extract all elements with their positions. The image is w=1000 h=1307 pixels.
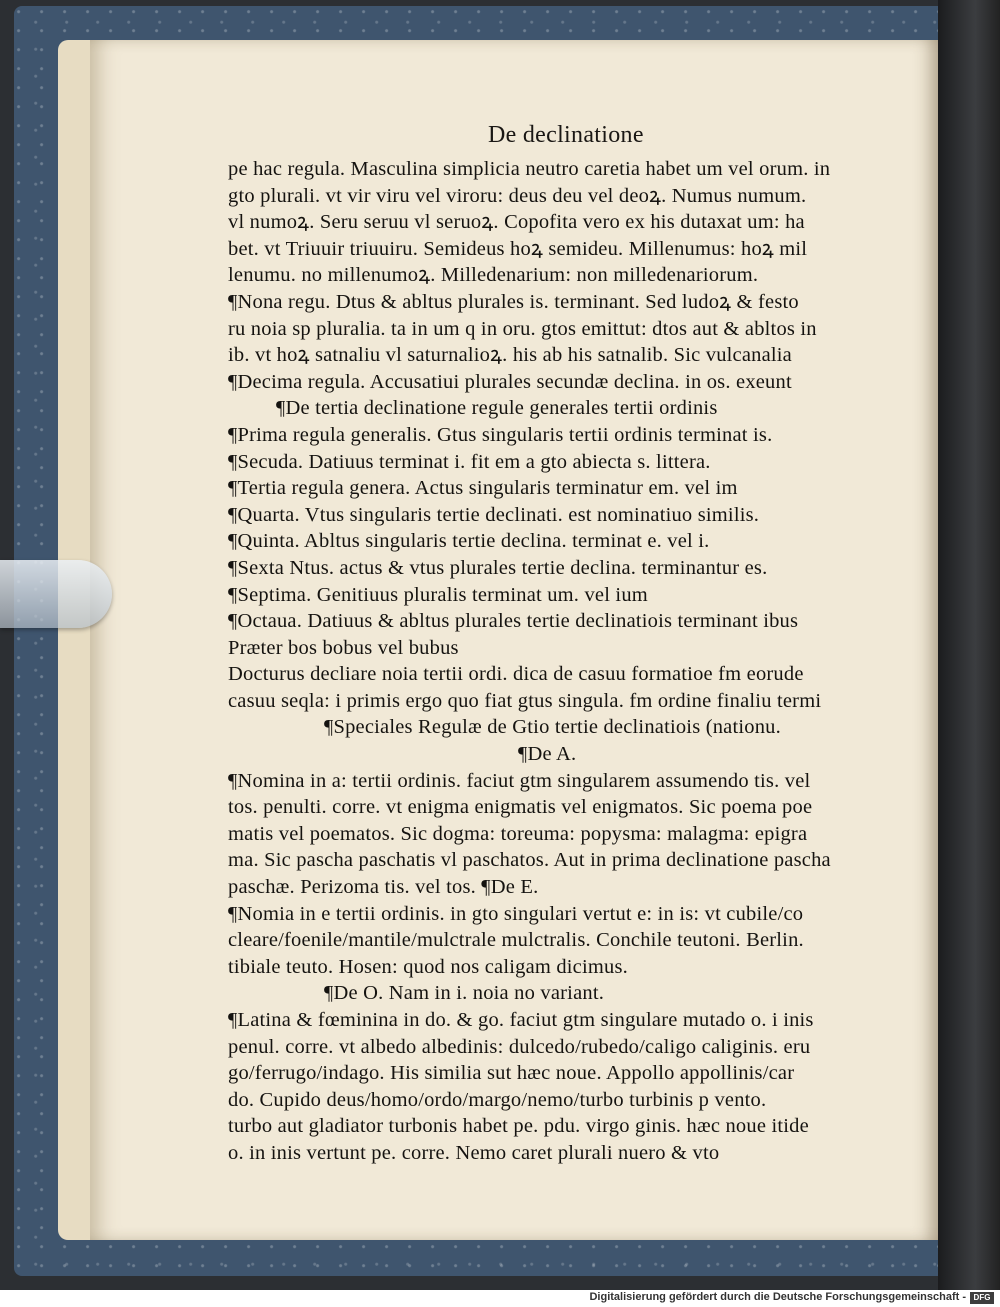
text-line: ¶De A. bbox=[518, 743, 577, 766]
text-line: ¶Quinta. Abltus singularis tertie declina. terminat e. vel i. bbox=[228, 530, 710, 553]
text-line: paschæ. Perizoma tis. vel tos. ¶De E. bbox=[228, 876, 539, 899]
text-line: ¶De O. Nam in i. noia no variant. bbox=[324, 982, 605, 1005]
text-line: turbo aut gladiator turbonis habet pe. pdu. virgo ginis. hæc noue itide bbox=[228, 1115, 809, 1138]
text-line: gto plurali. vt vir viru vel viroru: deus deu vel deoꝝ. Numus numum. bbox=[228, 184, 807, 207]
book-spine bbox=[938, 0, 1000, 1290]
page-text bbox=[228, 156, 896, 1167]
text-line: ib. vt hoꝝ satnaliu vl saturnalioꝝ. his ab his satnalib. Sic vulcanalia bbox=[228, 344, 792, 367]
dfg-logo: DFG bbox=[970, 1292, 994, 1304]
text-line: ¶Nona regu. Dtus & abltus plurales is. terminant. Sed ludoꝝ & festo bbox=[228, 290, 799, 313]
text-line: ¶Decima regula. Accusatiui plurales secundæ declina. in os. exeunt bbox=[228, 370, 792, 393]
text-line: vl numoꝝ. Seru seruu vl seruoꝝ. Copofita vero ex his dutaxat um: ha bbox=[228, 211, 805, 234]
text-line: go/ferrugo/indago. His similia sut hæc noue. Appollo appollinis/car bbox=[228, 1062, 795, 1085]
page-clip bbox=[0, 560, 112, 628]
text-line: pe hac regula. Masculina simplicia neutro caretia habet um vel orum. in bbox=[228, 158, 831, 180]
text-line: tos. penulti. corre. vt enigma enigmatis vel enigmatos. Sic poema poe bbox=[228, 796, 813, 819]
footer-credit: Digitalisierung gefördert durch die Deutsche Forschungsgemeinschaft - bbox=[589, 1291, 966, 1303]
text-line: do. Cupido deus/homo/ordo/margo/nemo/turbo turbinis p vento. bbox=[228, 1088, 767, 1111]
text-line: ¶Secuda. Datiuus terminat i. fit em a gto abiecta s. littera. bbox=[228, 450, 711, 473]
text-line: ¶Sexta Ntus. actus & vtus plurales tertie declina. terminantur es. bbox=[228, 556, 768, 579]
text-line: bet. vt Triuuir triuuiru. Semideus hoꝝ semideu. Millenumus: hoꝝ mil bbox=[228, 237, 808, 260]
text-line: Præter bos bobus vel bubus bbox=[228, 636, 459, 659]
text-line: ¶Octaua. Datiuus & abltus plurales tertie declinatiois terminant ibus bbox=[228, 610, 799, 633]
footer-bar bbox=[0, 1290, 1000, 1307]
text-line: cleare/foenile/mantile/mulctrale mulctralis. Conchile teutoni. Berlin. bbox=[228, 929, 804, 952]
text-line: ¶Nomina in a: tertii ordinis. faciut gtm singularem assumendo tis. vel bbox=[228, 769, 811, 792]
page-header: De declinatione bbox=[488, 122, 644, 148]
text-line: ¶De tertia declinatione regule generales tertii ordinis bbox=[276, 397, 718, 420]
text-line: ¶Nomia in e tertii ordinis. in gto singulari vertut e: in is: vt cubile/co bbox=[228, 902, 804, 925]
text-line: ¶Tertia regula genera. Actus singularis terminatur em. vel im bbox=[228, 477, 738, 500]
text-line: casuu seqla: i primis ergo quo fiat gtus singula. fm ordine finaliu termi bbox=[228, 689, 822, 712]
text-line: Docturus decliare noia tertii ordi. dica de casuu formatioe fm eorude bbox=[228, 663, 804, 686]
text-line: ¶Prima regula generalis. Gtus singularis tertii ordinis terminat is. bbox=[228, 423, 773, 446]
text-line: o. in inis vertunt pe. corre. Nemo caret plurali nuero & vto bbox=[228, 1141, 720, 1164]
text-line: lenumu. no millenumoꝝ. Milledenarium: non milledenariorum. bbox=[228, 264, 759, 287]
text-line: matis vel poematos. Sic dogma: toreuma: popysma: malagma: epigra bbox=[228, 822, 808, 845]
text-line: ru noia sp pluralia. ta in um q in oru. gtos emittut: dtos aut & abltos in bbox=[228, 317, 817, 340]
text-line: tibiale teuto. Hosen: quod nos caligam dicimus. bbox=[228, 955, 628, 978]
text-line: ¶Quarta. Vtus singularis tertie declinati. est nominatiuo similis. bbox=[228, 503, 760, 526]
text-line: ¶Latina & fœminina in do. & go. faciut gtm singulare mutado o. i inis bbox=[228, 1009, 814, 1031]
text-line: ¶Septima. Genitiuus pluralis terminat um. vel ium bbox=[228, 583, 648, 606]
text-line: penul. corre. vt albedo albedinis: dulcedo/rubedo/caligo caliginis. eru bbox=[228, 1035, 811, 1058]
text-line: ¶Speciales Regulæ de Gtio tertie declinatiois (nationu. bbox=[324, 716, 781, 739]
text-line: ma. Sic pascha paschatis vl paschatos. Aut in prima declinatione pascha bbox=[228, 849, 831, 872]
